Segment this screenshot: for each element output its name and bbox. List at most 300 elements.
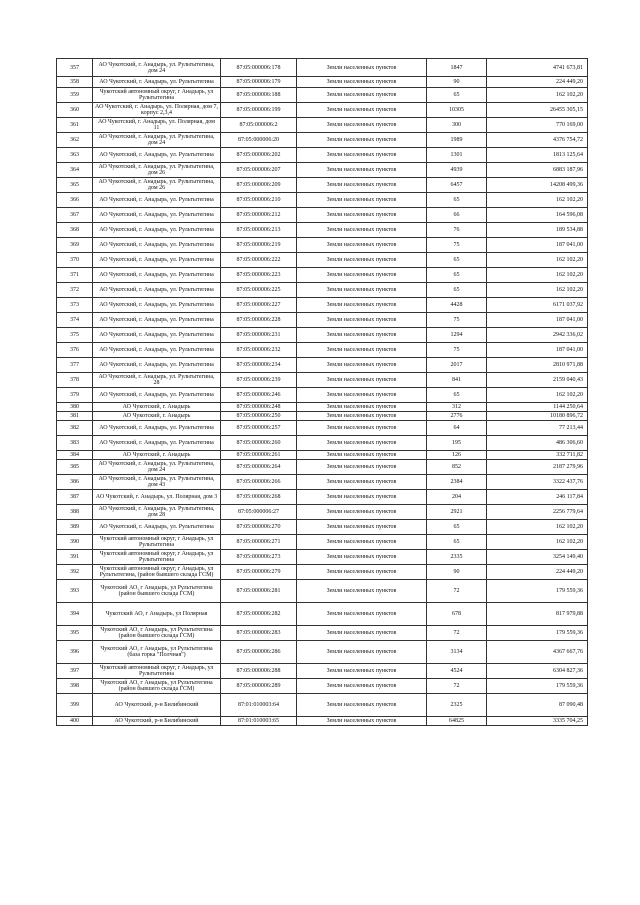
- land-category-cell: Земли населенных пунктов: [297, 343, 427, 358]
- area-cell: 90: [427, 565, 487, 580]
- table-body: [57, 59, 588, 726]
- land-category-cell: Земли населенных пунктов: [297, 550, 427, 565]
- address-cell: Чукотский АО, г Анадырь, ул Рультытегина (район бывшего склада ГСМ): [93, 626, 221, 641]
- area-cell: 64: [427, 421, 487, 436]
- area-cell: 10305: [427, 103, 487, 118]
- cadastral-number-cell: 87:05:000006:232: [221, 343, 297, 358]
- cadastral-value-cell: 2256 779,64: [487, 505, 588, 520]
- table-row: [57, 664, 588, 679]
- area-cell: 204: [427, 490, 487, 505]
- address-cell: АО Чукотский, г. Анадырь, ул. Рультытегина, дом 28: [93, 505, 221, 520]
- cadastral-value-cell: 246 117,84: [487, 490, 588, 505]
- address-cell: АО Чукотский, г. Анадырь: [93, 412, 221, 421]
- cadastral-value-cell: 6883 187,96: [487, 163, 588, 178]
- address-cell: Чукотский автономный округ, г Анадырь, ул Рультытегина: [93, 550, 221, 565]
- cadastral-number-cell: 87:05:000006:250: [221, 412, 297, 421]
- address-cell: АО Чукотский, г. Анадырь, ул. Рультытегина: [93, 148, 221, 163]
- land-category-cell: Земли населенных пунктов: [297, 535, 427, 550]
- cadastral-value-cell: 4367 667,76: [487, 641, 588, 664]
- row-number: 379: [57, 388, 93, 403]
- cadastral-number-cell: 87:05:000006:246: [221, 388, 297, 403]
- row-number: 380: [57, 403, 93, 412]
- area-cell: 75: [427, 238, 487, 253]
- area-cell: 72: [427, 626, 487, 641]
- cadastral-value-cell: 3254 149,40: [487, 550, 588, 565]
- cadastral-number-cell: 87:05:000006:273: [221, 550, 297, 565]
- area-cell: 65: [427, 535, 487, 550]
- cadastral-value-cell: 162 102,20: [487, 535, 588, 550]
- row-number: 366: [57, 193, 93, 208]
- land-category-cell: Земли населенных пунктов: [297, 77, 427, 88]
- row-number: 400: [57, 717, 93, 726]
- area-cell: 2335: [427, 550, 487, 565]
- table-row: [57, 475, 588, 490]
- cadastral-number-cell: 87:05:000006:260: [221, 436, 297, 451]
- address-cell: АО Чукотский, г. Анадырь, ул. Рультытегина, дом 24: [93, 133, 221, 148]
- row-number: 392: [57, 565, 93, 580]
- land-category-cell: Земли населенных пунктов: [297, 412, 427, 421]
- table-row: [57, 520, 588, 535]
- area-cell: 3134: [427, 641, 487, 664]
- row-number: 383: [57, 436, 93, 451]
- area-cell: 2384: [427, 475, 487, 490]
- address-cell: Чукотский автономный округ, г Анадырь, ул Рультытегина: [93, 88, 221, 103]
- land-category-cell: Земли населенных пунктов: [297, 163, 427, 178]
- address-cell: АО Чукотский, г. Анадырь, ул. Рультытегина: [93, 238, 221, 253]
- cadastral-value-cell: 3322 437,76: [487, 475, 588, 490]
- table-row: [57, 268, 588, 283]
- land-category-cell: Земли населенных пунктов: [297, 505, 427, 520]
- cadastral-value-cell: 26455 305,15: [487, 103, 588, 118]
- cadastral-value-cell: 332 711,82: [487, 451, 588, 460]
- area-cell: 2017: [427, 358, 487, 373]
- address-cell: АО Чукотский, г. Анадырь: [93, 403, 221, 412]
- table-row: [57, 298, 588, 313]
- address-cell: АО Чукотский, г. Анадырь, ул. Рультытегина: [93, 388, 221, 403]
- land-category-cell: Земли населенных пунктов: [297, 148, 427, 163]
- row-number: 370: [57, 253, 93, 268]
- table-row: [57, 163, 588, 178]
- document-table-container: [56, 58, 587, 726]
- area-cell: 1301: [427, 148, 487, 163]
- cadastral-value-cell: 162 102,20: [487, 193, 588, 208]
- row-number: 399: [57, 694, 93, 717]
- cadastral-value-cell: 77 213,44: [487, 421, 588, 436]
- cadastral-number-cell: 87:05:000006:202: [221, 148, 297, 163]
- cadastral-number-cell: 87:05:000006:219: [221, 238, 297, 253]
- area-cell: 852: [427, 460, 487, 475]
- row-number: 377: [57, 358, 93, 373]
- land-category-cell: Земли населенных пунктов: [297, 193, 427, 208]
- cadastral-number-cell: 87:05:000006:268: [221, 490, 297, 505]
- land-category-cell: Земли населенных пунктов: [297, 59, 427, 77]
- land-category-cell: Земли населенных пунктов: [297, 694, 427, 717]
- land-category-cell: Земли населенных пунктов: [297, 717, 427, 726]
- address-cell: АО Чукотский, г. Анадырь, ул. Рультытегина, дом 26: [93, 178, 221, 193]
- table-row: [57, 436, 588, 451]
- row-number: 378: [57, 373, 93, 388]
- area-cell: 2325: [427, 694, 487, 717]
- cadastral-value-cell: 187 041,00: [487, 313, 588, 328]
- land-category-cell: Земли населенных пунктов: [297, 238, 427, 253]
- area-cell: 195: [427, 436, 487, 451]
- address-cell: АО Чукотский, г. Анадырь, ул. Рультытегина, дом 43: [93, 475, 221, 490]
- row-number: 375: [57, 328, 93, 343]
- land-category-cell: Земли населенных пунктов: [297, 313, 427, 328]
- cadastral-value-cell: 179 559,36: [487, 626, 588, 641]
- area-cell: 1989: [427, 133, 487, 148]
- address-cell: АО Чукотский, г. Анадырь: [93, 451, 221, 460]
- table-row: [57, 59, 588, 77]
- row-number: 384: [57, 451, 93, 460]
- row-number: 398: [57, 679, 93, 694]
- table-row: [57, 626, 588, 641]
- area-cell: 2921: [427, 505, 487, 520]
- row-number: 368: [57, 223, 93, 238]
- land-category-cell: Земли населенных пунктов: [297, 626, 427, 641]
- cadastral-value-cell: 2159 040,43: [487, 373, 588, 388]
- table-row: [57, 641, 588, 664]
- land-category-cell: Земли населенных пунктов: [297, 283, 427, 298]
- address-cell: АО Чукотский, г. Анадырь, ул. Рультытегина, дом 24: [93, 59, 221, 77]
- area-cell: 75: [427, 343, 487, 358]
- cadastral-number-cell: 87:05:000006:207: [221, 163, 297, 178]
- row-number: 376: [57, 343, 93, 358]
- cadastral-value-cell: 2942 336,02: [487, 328, 588, 343]
- cadastral-number-cell: 87:05:000006:261: [221, 451, 297, 460]
- land-category-cell: Земли населенных пунктов: [297, 253, 427, 268]
- cadastral-value-cell: 179 559,36: [487, 580, 588, 603]
- row-number: 373: [57, 298, 93, 313]
- table-row: [57, 505, 588, 520]
- land-category-cell: Земли населенных пунктов: [297, 641, 427, 664]
- address-cell: Чукотский автономный округ, г Анадырь, ул Рультытегина: [93, 664, 221, 679]
- land-category-cell: Земли населенных пунктов: [297, 373, 427, 388]
- cadastral-number-cell: 87:05:000006:199: [221, 103, 297, 118]
- table-row: [57, 193, 588, 208]
- area-cell: 75: [427, 313, 487, 328]
- cadastral-value-cell: 817 979,88: [487, 603, 588, 626]
- table-row: [57, 283, 588, 298]
- row-number: 393: [57, 580, 93, 603]
- cadastral-value-cell: 224 449,20: [487, 77, 588, 88]
- land-category-cell: Земли населенных пунктов: [297, 565, 427, 580]
- table-row: [57, 490, 588, 505]
- cadastral-value-cell: 162 102,20: [487, 268, 588, 283]
- row-number: 381: [57, 412, 93, 421]
- table-row: [57, 421, 588, 436]
- land-category-cell: Земли населенных пунктов: [297, 664, 427, 679]
- cadastral-value-cell: 179 559,36: [487, 679, 588, 694]
- cadastral-number-cell: 87:05:000006:283: [221, 626, 297, 641]
- cadastral-value-cell: 4376 754,72: [487, 133, 588, 148]
- table-row: [57, 343, 588, 358]
- address-cell: Чукотский автономный округ, г Анадырь, ул Рультытегина: [93, 535, 221, 550]
- row-number: 357: [57, 59, 93, 77]
- table-row: [57, 580, 588, 603]
- cadastral-value-cell: 14208 499,36: [487, 178, 588, 193]
- row-number: 364: [57, 163, 93, 178]
- table-row: [57, 178, 588, 193]
- row-number: 358: [57, 77, 93, 88]
- address-cell: АО Чукотский, г. Анадырь, ул. Рультытегина: [93, 343, 221, 358]
- row-number: 394: [57, 603, 93, 626]
- cadastral-number-cell: 87:05:000006:225: [221, 283, 297, 298]
- table-row: [57, 118, 588, 133]
- cadastral-value-cell: 6304 827,36: [487, 664, 588, 679]
- land-category-cell: Земли населенных пунктов: [297, 118, 427, 133]
- address-cell: АО Чукотский, г. Анадырь, ул. Рультытегина: [93, 77, 221, 88]
- address-cell: АО Чукотский, г. Анадырь, ул. Рультытегина: [93, 268, 221, 283]
- cadastral-value-cell: 162 102,20: [487, 520, 588, 535]
- land-category-cell: Земли населенных пунктов: [297, 403, 427, 412]
- table-row: [57, 565, 588, 580]
- cadastral-number-cell: 87:05:000006:264: [221, 460, 297, 475]
- area-cell: 90: [427, 77, 487, 88]
- land-category-cell: Земли населенных пунктов: [297, 268, 427, 283]
- cadastral-number-cell: 87:05:000006:223: [221, 268, 297, 283]
- area-cell: 1847: [427, 59, 487, 77]
- cadastral-number-cell: 87:01:010003:65: [221, 717, 297, 726]
- table-row: [57, 388, 588, 403]
- row-number: 369: [57, 238, 93, 253]
- area-cell: 312: [427, 403, 487, 412]
- cadastral-value-cell: 162 102,20: [487, 388, 588, 403]
- land-category-cell: Земли населенных пунктов: [297, 178, 427, 193]
- cadastral-number-cell: 87:05:000006:213: [221, 223, 297, 238]
- area-cell: 64825: [427, 717, 487, 726]
- area-cell: 65: [427, 283, 487, 298]
- address-cell: АО Чукотский, г. Анадырь, ул. Рультытегина: [93, 298, 221, 313]
- cadastral-number-cell: 87:01:010003:64: [221, 694, 297, 717]
- cadastral-number-cell: 87:05:000006:209: [221, 178, 297, 193]
- area-cell: 1294: [427, 328, 487, 343]
- row-number: 359: [57, 88, 93, 103]
- address-cell: Чукотский АО, г Анадырь, ул Рультытегина (район бывшего склада ГСМ): [93, 580, 221, 603]
- cadastral-value-cell: 3335 704,25: [487, 717, 588, 726]
- cadastral-value-cell: 1813 125,64: [487, 148, 588, 163]
- cadastral-number-cell: 87:05:000006:227: [221, 298, 297, 313]
- area-cell: 678: [427, 603, 487, 626]
- table-row: [57, 717, 588, 726]
- area-cell: 4428: [427, 298, 487, 313]
- cadastral-value-cell: 224 449,20: [487, 565, 588, 580]
- table-row: [57, 373, 588, 388]
- land-category-cell: Земли населенных пунктов: [297, 88, 427, 103]
- cadastral-number-cell: 87:05:000006:222: [221, 253, 297, 268]
- table-row: [57, 679, 588, 694]
- cadastral-number-cell: 87:05:000006:210: [221, 193, 297, 208]
- cadastral-value-cell: 2810 971,88: [487, 358, 588, 373]
- cadastral-number-cell: 87:05:000006:27: [221, 505, 297, 520]
- cadastral-value-cell: 162 102,20: [487, 283, 588, 298]
- land-category-cell: Земли населенных пунктов: [297, 679, 427, 694]
- table-row: [57, 403, 588, 412]
- table-row: [57, 412, 588, 421]
- row-number: 397: [57, 664, 93, 679]
- address-cell: АО Чукотский, г. Анадырь, ул. Рультытегина: [93, 193, 221, 208]
- row-number: 389: [57, 520, 93, 535]
- land-category-cell: Земли населенных пунктов: [297, 208, 427, 223]
- address-cell: Чукотский автономный округ, г Анадырь, ул Рультытегина, (район бывшего склада ГСМ): [93, 565, 221, 580]
- row-number: 365: [57, 178, 93, 193]
- row-number: 388: [57, 505, 93, 520]
- area-cell: 72: [427, 679, 487, 694]
- address-cell: АО Чукотский, г. Анадырь, ул. Рультытегина, дом 26: [93, 163, 221, 178]
- address-cell: АО Чукотский, г. Анадырь, ул. Рультытегина: [93, 253, 221, 268]
- cadastral-number-cell: 87:05:000006:286: [221, 641, 297, 664]
- area-cell: 65: [427, 388, 487, 403]
- row-number: 362: [57, 133, 93, 148]
- table-row: [57, 535, 588, 550]
- land-category-cell: Земли населенных пунктов: [297, 490, 427, 505]
- cadastral-number-cell: 87:05:000006:266: [221, 475, 297, 490]
- land-category-cell: Земли населенных пунктов: [297, 133, 427, 148]
- land-category-cell: Земли населенных пунктов: [297, 580, 427, 603]
- table-row: [57, 253, 588, 268]
- cadastral-value-cell: 770 169,00: [487, 118, 588, 133]
- table-row: [57, 103, 588, 118]
- row-number: 391: [57, 550, 93, 565]
- area-cell: 4939: [427, 163, 487, 178]
- area-cell: 6457: [427, 178, 487, 193]
- cadastral-value-cell: 164 596,08: [487, 208, 588, 223]
- land-category-cell: Земли населенных пунктов: [297, 460, 427, 475]
- table-row: [57, 694, 588, 717]
- table-row: [57, 133, 588, 148]
- table-row: [57, 313, 588, 328]
- table-row: [57, 88, 588, 103]
- area-cell: 76: [427, 223, 487, 238]
- row-number: 363: [57, 148, 93, 163]
- table-row: [57, 77, 588, 88]
- area-cell: 2776: [427, 412, 487, 421]
- table-row: [57, 148, 588, 163]
- row-number: 372: [57, 283, 93, 298]
- cadastral-value-cell: 2187 279,96: [487, 460, 588, 475]
- land-category-cell: Земли населенных пунктов: [297, 421, 427, 436]
- cadastral-number-cell: 87:05:000006:271: [221, 535, 297, 550]
- row-number: 367: [57, 208, 93, 223]
- address-cell: АО Чукотский, г. Анадырь, ул. Рультытегина: [93, 436, 221, 451]
- row-number: 361: [57, 118, 93, 133]
- area-cell: 300: [427, 118, 487, 133]
- address-cell: АО Чукотский, г. Анадырь, ул. Рультытегина: [93, 223, 221, 238]
- land-category-cell: Земли населенных пунктов: [297, 103, 427, 118]
- row-number: 371: [57, 268, 93, 283]
- row-number: 386: [57, 475, 93, 490]
- row-number: 360: [57, 103, 93, 118]
- land-category-cell: Земли населенных пунктов: [297, 603, 427, 626]
- land-category-cell: Земли населенных пунктов: [297, 298, 427, 313]
- table-row: [57, 460, 588, 475]
- area-cell: 65: [427, 253, 487, 268]
- cadastral-number-cell: 87:05:000006:281: [221, 580, 297, 603]
- address-cell: Чукотский АО, г Анадырь, ул Рультытегина (база горка "Полчная"): [93, 641, 221, 664]
- address-cell: АО Чукотский, г. Анадырь, ул. Рультытегина: [93, 328, 221, 343]
- cadastral-number-cell: 87:05:000006:289: [221, 679, 297, 694]
- cadastral-number-cell: 87:05:000006:188: [221, 88, 297, 103]
- land-category-cell: Земли населенных пунктов: [297, 358, 427, 373]
- address-cell: АО Чукотский, г. Анадырь, ул. Рультытегина: [93, 520, 221, 535]
- cadastral-value-cell: 10180 896,72: [487, 412, 588, 421]
- land-plots-table: [56, 58, 588, 726]
- table-row: [57, 451, 588, 460]
- cadastral-value-cell: 4741 673,81: [487, 59, 588, 77]
- address-cell: АО Чукотский, г. Анадырь, ул. Рультытегина: [93, 358, 221, 373]
- address-cell: АО Чукотский, г. Анадырь, ул. Полярная, дом 3: [93, 490, 221, 505]
- table-row: [57, 603, 588, 626]
- land-category-cell: Земли населенных пунктов: [297, 451, 427, 460]
- address-cell: АО Чукотский, г. Анадырь, ул. Рультытегина: [93, 313, 221, 328]
- table-row: [57, 328, 588, 343]
- cadastral-value-cell: 187 041,00: [487, 238, 588, 253]
- address-cell: АО Чукотский, г. Анадырь, ул. Рультытегина, дом 24: [93, 460, 221, 475]
- land-category-cell: Земли населенных пунктов: [297, 388, 427, 403]
- cadastral-number-cell: 87:05:000006:228: [221, 313, 297, 328]
- cadastral-value-cell: 187 041,00: [487, 343, 588, 358]
- area-cell: 65: [427, 193, 487, 208]
- row-number: 374: [57, 313, 93, 328]
- cadastral-number-cell: 87:05:000006:270: [221, 520, 297, 535]
- address-cell: АО Чукотский, г. Анадырь, ул. Полярная, дом 11: [93, 118, 221, 133]
- cadastral-number-cell: 87:05:000006:279: [221, 565, 297, 580]
- cadastral-number-cell: 87:05:000006:234: [221, 358, 297, 373]
- cadastral-value-cell: 1144 250,64: [487, 403, 588, 412]
- area-cell: 65: [427, 520, 487, 535]
- cadastral-number-cell: 87:05:000006:179: [221, 77, 297, 88]
- row-number: 385: [57, 460, 93, 475]
- cadastral-value-cell: 162 102,20: [487, 253, 588, 268]
- cadastral-number-cell: 87:05:000006:257: [221, 421, 297, 436]
- address-cell: АО Чукотский, г. Анадырь, ул. Полярная, дом 7, корпус 2,3,4: [93, 103, 221, 118]
- land-category-cell: Земли населенных пунктов: [297, 436, 427, 451]
- table-row: [57, 208, 588, 223]
- row-number: 395: [57, 626, 93, 641]
- area-cell: 65: [427, 268, 487, 283]
- cadastral-value-cell: 87 090,48: [487, 694, 588, 717]
- cadastral-number-cell: 87:05:000006:288: [221, 664, 297, 679]
- address-cell: АО Чукотский, р-н Билибинский: [93, 717, 221, 726]
- row-number: 390: [57, 535, 93, 550]
- cadastral-number-cell: 87:05:000006:282: [221, 603, 297, 626]
- address-cell: АО Чукотский, г. Анадырь, ул. Рультытегина, 28: [93, 373, 221, 388]
- area-cell: 65: [427, 88, 487, 103]
- area-cell: 841: [427, 373, 487, 388]
- cadastral-value-cell: 189 534,88: [487, 223, 588, 238]
- address-cell: Чукотский АО, г Анадырь, ул Рультытегина (район бывшего склада ГСМ): [93, 679, 221, 694]
- cadastral-number-cell: 87:05:000006:248: [221, 403, 297, 412]
- land-category-cell: Земли населенных пунктов: [297, 475, 427, 490]
- cadastral-number-cell: 87:05:000006:178: [221, 59, 297, 77]
- area-cell: 126: [427, 451, 487, 460]
- cadastral-number-cell: 87:05:000006:212: [221, 208, 297, 223]
- land-category-cell: Земли населенных пунктов: [297, 223, 427, 238]
- table-row: [57, 358, 588, 373]
- address-cell: АО Чукотский, г. Анадырь, ул. Рультытегина: [93, 283, 221, 298]
- table-row: [57, 223, 588, 238]
- address-cell: Чукотский АО, г Анадырь, ул Полярная: [93, 603, 221, 626]
- row-number: 396: [57, 641, 93, 664]
- table-row: [57, 550, 588, 565]
- cadastral-value-cell: 6171 037,92: [487, 298, 588, 313]
- cadastral-number-cell: 87:05:000006:231: [221, 328, 297, 343]
- area-cell: 66: [427, 208, 487, 223]
- row-number: 382: [57, 421, 93, 436]
- cadastral-value-cell: 162 102,20: [487, 88, 588, 103]
- land-category-cell: Земли населенных пунктов: [297, 328, 427, 343]
- area-cell: 4524: [427, 664, 487, 679]
